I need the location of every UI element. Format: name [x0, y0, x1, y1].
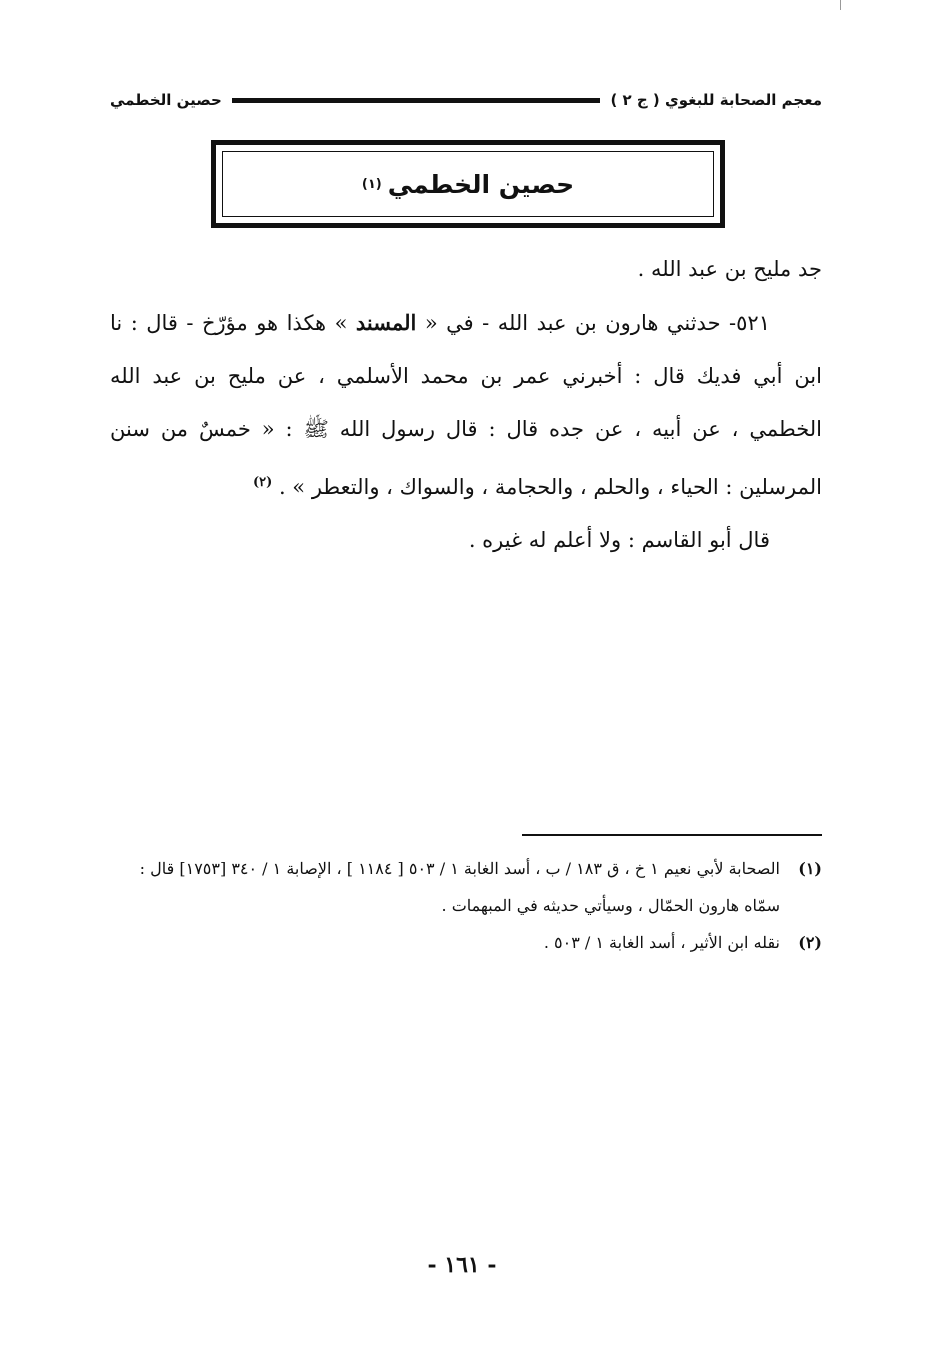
entry-intro: جد مليح بن عبد الله .: [637, 257, 822, 281]
footnotes: [110, 850, 822, 961]
scan-mark: [840, 0, 841, 10]
entry-title: حصين الخطمي: [387, 169, 575, 199]
page-number: - ١٦١ -: [427, 1252, 497, 1278]
header-book-title: معجم الصحابة للبغوي ( ج ٢ ): [610, 91, 822, 109]
hadith-number: ٥٢١-: [729, 311, 770, 335]
footnote-number: (٢): [798, 933, 822, 952]
footnote-item: [110, 924, 822, 961]
footnote-separator: [522, 834, 822, 836]
closing-statement: قال أبو القاسم : ولا أعلم له غيره .: [468, 528, 770, 552]
footnote-item: [110, 850, 822, 924]
header-rule: [232, 98, 601, 103]
running-header: [110, 88, 822, 112]
footnote-text: الصحابة لأبي نعيم ١ خ ، ق ١٨٣ / ب ، أسد الغابة ١ / ٥٠٣ [ ١١٨٤ ] ، الإصابة ١ / ٣٤٠ [١٧٥٣] قال : سمّاه هارون الحمّال ، وسيأتي حديثه في المبهمات .: [139, 859, 780, 915]
footnote-text: نقله ابن الأثير ، أسد الغابة ١ / ٥٠٣ .: [543, 933, 780, 952]
entry-title-frame: [211, 140, 725, 228]
hadith-text-part-1: حدثني هارون بن عبد الله - في «: [424, 311, 721, 335]
hadith-source: المسند: [355, 310, 417, 335]
hadith-paragraph: [110, 296, 822, 514]
hadith-text-part-2: » هكذا هو مؤرّخ - قال : نا ابن أبي فديك قال : أخبرني عمر بن محمد الأسلمي ، عن مليح بن عبد الله الخطمي ، عن أبيه ، عن جده قال : قال رسول الله ﷺ : « خمسٌ من سنن المرسلين : الحياء ، والحلم ، والحجامة ، والسواك ، والتعطر » .: [110, 311, 822, 499]
entry-title-footnote-marker: (١): [361, 176, 382, 192]
footnote-number: (١): [798, 859, 822, 878]
hadith-footnote-marker: (٢): [252, 475, 273, 490]
main-text: [110, 243, 822, 567]
header-section-title: حصين الخطمي: [110, 91, 222, 109]
entry-title-inner-frame: [222, 151, 714, 217]
